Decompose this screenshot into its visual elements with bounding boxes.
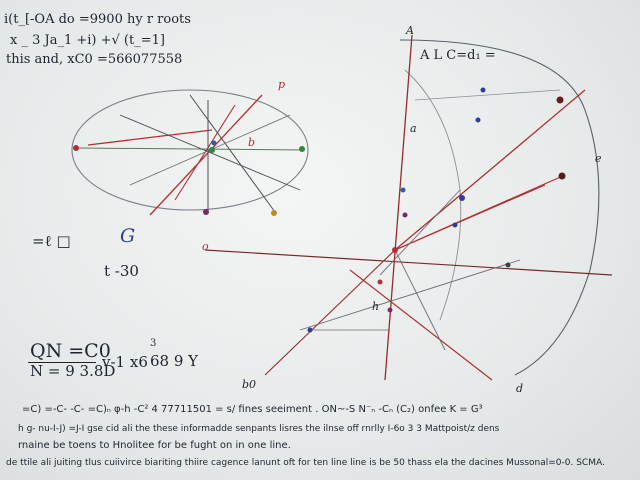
point-label-b: b: [248, 136, 256, 149]
diagonal-line: [395, 250, 445, 350]
header-line-2: x _ 3 Ja_1 +i) +√ (t_=1]: [10, 33, 165, 48]
right-arc: [400, 40, 599, 375]
inner-arc: [405, 70, 461, 320]
point-marker: [388, 308, 393, 313]
point-marker: [559, 173, 566, 180]
point-label-o: o: [202, 240, 209, 253]
point-label-d: d: [516, 382, 524, 395]
point-marker: [271, 210, 277, 216]
point-marker: [209, 147, 215, 153]
point-label-h: h: [372, 300, 380, 313]
point-marker: [506, 263, 511, 268]
diagonal-line: [380, 190, 460, 275]
equation-num: 68 9 Y: [150, 352, 199, 370]
point-marker: [401, 188, 406, 193]
diagonal-line: [350, 270, 492, 380]
point-label-e: e: [595, 152, 602, 165]
spoke-line: [88, 130, 212, 145]
point-marker: [308, 328, 313, 333]
footer-line-2: h g- nu-I-J) =J-I gse cid ali the these informadde senpants lisres the ilnse off rnrlly I-6o 3 3 Mattpoist/z dens: [18, 424, 500, 434]
point-marker: [212, 141, 217, 146]
point-label-A: A: [406, 24, 414, 37]
footer-line-1: =C) =-C- -C- =C)ₙ φ-h -C² 4 77711501 = s/ fines seeiment . ON~-S N⁻ₙ -Cₙ (C₂) onfee K = G³: [22, 404, 483, 415]
point-label-a: a: [410, 122, 417, 135]
c-value-label: t -30: [104, 262, 139, 280]
equation-bracket: 3: [150, 338, 157, 349]
point-marker: [476, 118, 481, 123]
spoke-line: [120, 115, 300, 190]
point-marker: [203, 209, 209, 215]
vertical-axis: [385, 35, 412, 380]
horizontal-axis: [205, 250, 612, 275]
point-marker: [557, 97, 564, 104]
footer-line-4: de ttile ali juiting tlus cuiivirce biariting thiire cagence lanunt oft for ten line line is be 50 thass ela the dacines Mussonal=0-0. SCMA.: [6, 458, 605, 468]
header-line-3: this and, xC0 =566077558: [6, 52, 183, 67]
spoke-line: [78, 148, 305, 150]
point-marker: [453, 223, 458, 228]
spoke-line: [150, 95, 262, 215]
footer-line-3: rnaine be toens to Hnolitee for be fught on in one line.: [18, 440, 291, 451]
diagonal-line: [395, 185, 545, 250]
diagonal-line: [300, 260, 520, 330]
diagonal-line: [395, 90, 585, 250]
equation-bottom: N = 9 3.8D: [30, 362, 116, 380]
point-marker: [73, 145, 79, 151]
point-marker: [459, 195, 465, 201]
point-marker: [392, 247, 398, 253]
right-header-label: A L C=d₁ =: [420, 48, 496, 63]
equation-top: QN =C0: [30, 340, 111, 362]
point-marker: [299, 146, 305, 152]
point-marker: [378, 280, 383, 285]
point-marker: [403, 213, 408, 218]
point-label-p: p: [278, 78, 286, 91]
b0-label: b0: [242, 378, 257, 391]
point-marker: [481, 88, 486, 93]
diagonal-line: [415, 90, 560, 100]
g-label: G: [120, 225, 136, 247]
header-line-1: i(t_[-OA do =9900 hy r roots: [4, 12, 191, 27]
equation-mid: v-1 x6: [102, 353, 148, 371]
bracket-label: =ℓ □: [32, 232, 71, 250]
